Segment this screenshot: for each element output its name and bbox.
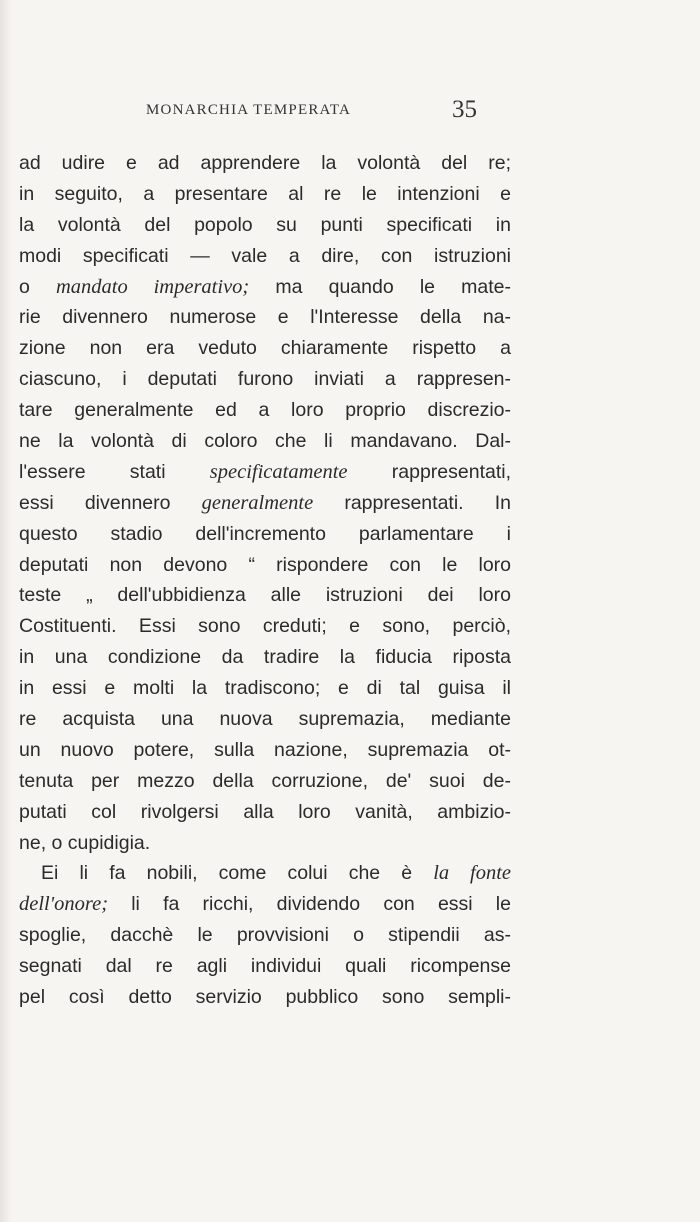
text-segment: putati col rivolgersi alla loro vanità, ambizio- [19, 800, 511, 823]
text-segment: teste „ dell'ubbidienza alle istruzioni dei loro [19, 584, 511, 607]
text-line [19, 179, 511, 210]
text-line [19, 858, 511, 889]
text-segment: zione non era veduto chiaramente rispetto a [19, 337, 511, 360]
text-line [19, 828, 511, 859]
page-number: 35 [452, 96, 477, 123]
text-line [19, 611, 511, 642]
text-line [19, 395, 511, 426]
text-line [19, 982, 511, 1013]
text-line [19, 642, 511, 673]
text-segment: segnati dal re agli individui quali ricompense [19, 955, 511, 978]
text-segment: in una condizione da tradire la fiducia riposta [19, 646, 511, 669]
italic-text: generalmente [201, 491, 314, 514]
text-segment: ne la volontà di coloro che li mandavano. Dal- [19, 430, 511, 453]
paragraph [19, 148, 511, 858]
italic-text: specificatamente [209, 460, 348, 483]
running-head: MONARCHIA TEMPERATA [146, 102, 352, 118]
text-segment: ciascuno, i deputati furono inviati a rappresen- [19, 368, 511, 391]
text-segment: la volontà del popolo su punti specificati in [19, 213, 511, 236]
text-segment: in essi e molti la tradiscono; e di tal guisa il [19, 677, 511, 700]
text-line [19, 704, 511, 735]
text-segment: tare generalmente ed a loro proprio discrezio- [19, 399, 511, 422]
text-line [19, 302, 511, 333]
text-segment: in seguito, a presentare al re le intenzioni e [19, 182, 511, 205]
text-segment: pel così detto servizio pubblico sono sempli- [19, 986, 511, 1009]
text-segment: li fa ricchi, dividendo con essi le [108, 893, 511, 916]
text-segment: l'essere stati [19, 460, 210, 483]
paragraph [19, 858, 511, 1012]
text-line [19, 488, 511, 519]
text-segment: ma quando le mate- [249, 275, 511, 298]
text-line [19, 457, 511, 488]
text-segment: rie divennero numerose e l'Interesse della na- [19, 306, 511, 329]
page-edge-shadow [0, 0, 12, 1222]
text-segment: Costituenti. Essi sono creduti; e sono, perciò, [19, 615, 511, 638]
text-line [19, 951, 511, 982]
text-segment: rappresentati, [347, 460, 511, 483]
text-line [19, 148, 511, 179]
text-line [19, 426, 511, 457]
text-line [19, 673, 511, 704]
text-segment: Ei li fa nobili, come colui che è [41, 862, 434, 885]
text-segment: questo stadio dell'incremento parlamentare i [19, 522, 511, 545]
text-line [19, 364, 511, 395]
text-segment: ad udire e ad apprendere la volontà del re; [19, 152, 511, 174]
italic-text: la fonte [433, 862, 511, 885]
text-line [19, 272, 511, 303]
text-line [19, 797, 511, 828]
text-line [19, 241, 511, 272]
text-line [19, 889, 511, 920]
text-line [19, 580, 511, 611]
text-segment: deputati non devono “ rispondere con le loro [19, 553, 511, 576]
text-line [19, 766, 511, 797]
italic-text: mandato imperativo; [56, 275, 250, 298]
text-segment: rappresentati. In [313, 491, 511, 514]
text-segment: modi specificati — vale a dire, con istruzioni [19, 244, 511, 267]
text-line [19, 735, 511, 766]
text-line [19, 210, 511, 241]
text-segment: un nuovo potere, sulla nazione, supremazia ot- [19, 738, 511, 761]
body-text [19, 148, 511, 1013]
italic-text: dell'onore; [19, 893, 109, 916]
text-segment: tenuta per mezzo della corruzione, de' suoi de- [19, 769, 511, 792]
text-line [19, 550, 511, 581]
text-segment: spoglie, dacchè le provvisioni o stipendii as- [19, 924, 511, 947]
text-segment: re acquista una nuova supremazia, mediante [19, 708, 511, 731]
page-header [0, 98, 700, 128]
text-line [19, 920, 511, 951]
text-line [19, 519, 511, 550]
text-segment: o [19, 275, 56, 298]
text-segment: essi divennero [19, 491, 202, 514]
text-line [19, 333, 511, 364]
text-segment: ne, o cupidigia. [19, 831, 151, 854]
